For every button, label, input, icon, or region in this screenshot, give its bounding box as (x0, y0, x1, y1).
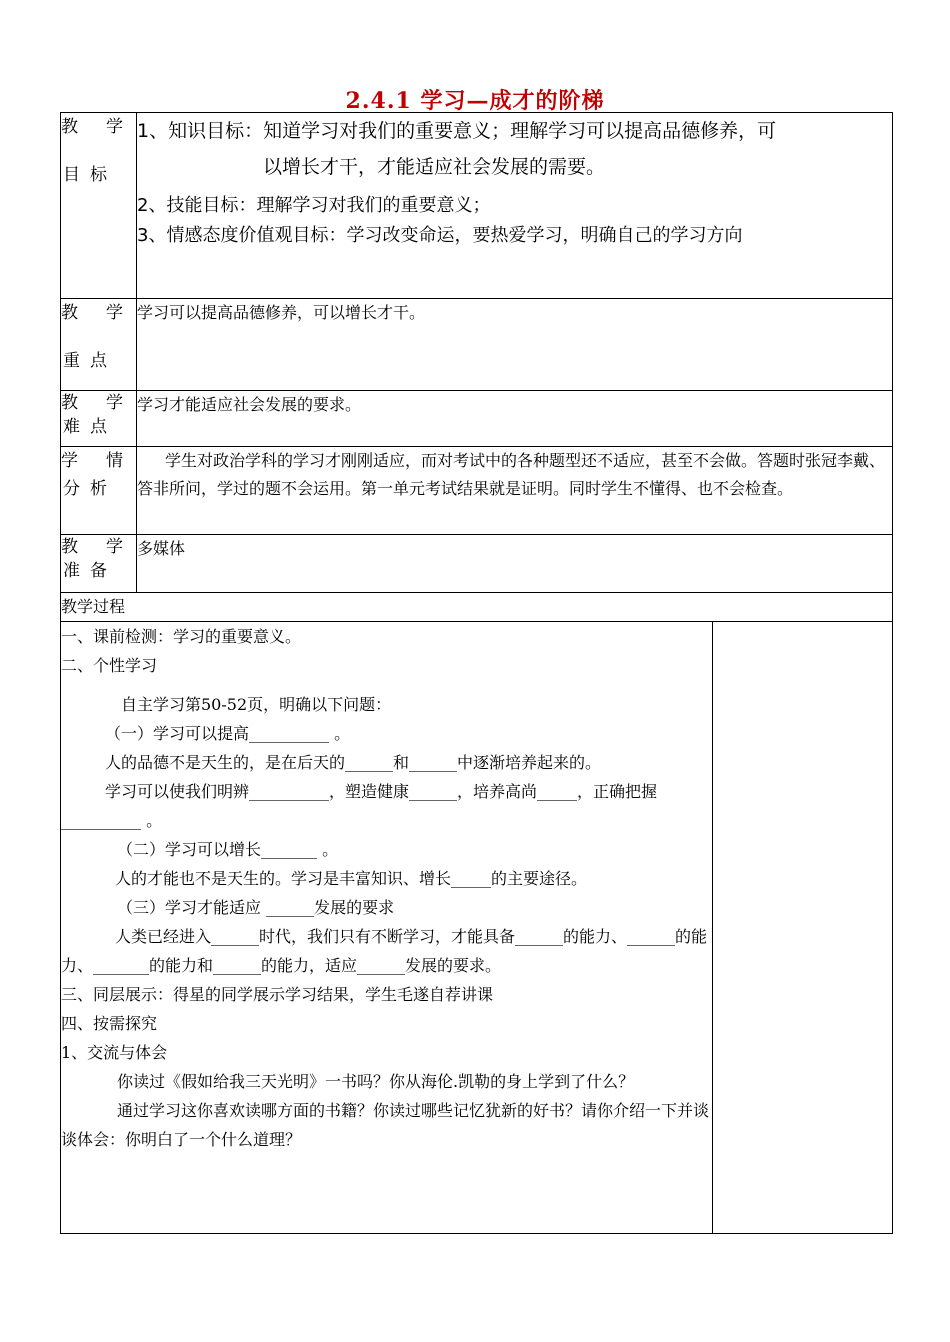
process-header-row (61, 593, 893, 622)
objective-knowledge-cont: 以增长才干，才能适应社会发展的需要。 (263, 156, 606, 178)
objective-knowledge: 1、知识目标：知道学习对我们的重要意义；理解学习可以提高品德修养，可 (137, 120, 777, 142)
objectives-label (61, 113, 151, 299)
process-notes-column (713, 622, 893, 1234)
preparation-label-1: 教学 (61, 537, 151, 557)
process-content (61, 622, 713, 1234)
difficulties-row (61, 391, 893, 447)
difficulties-label-2: 难点 (63, 417, 117, 437)
key-points-label-2: 重点 (63, 351, 117, 371)
page-title: 2.4.1 学习—成才的阶梯 (345, 88, 605, 114)
process-step-4: 四、按需探究 (61, 1014, 158, 1033)
objective-skill: 2、技能目标：理解学习对我们的重要意义； (137, 195, 491, 216)
preparation-row (61, 535, 893, 593)
objective-attitude: 3、情感态度价值观目标：学习改变命运，要热爱学习，明确自己的学习方向 (137, 225, 743, 246)
process-step-3: 三、同层展示：得星的同学展示学习结果，学生毛遂自荐讲课 (61, 985, 494, 1004)
process-row (61, 622, 893, 1234)
difficulties-text: 学习才能适应社会发展的要求。 (137, 391, 893, 447)
analysis-row (61, 447, 893, 535)
difficulties-label-1: 教学 (61, 393, 151, 413)
objectives-label-1: 教学 (61, 117, 151, 137)
process-step-1: 一、课前检测：学习的重要意义。 (61, 627, 302, 646)
analysis-label-1: 学情 (61, 451, 151, 471)
process-step-2: 二、个性学习 (61, 656, 158, 675)
key-points-text: 学习可以提高品德修养，可以增长才干。 (137, 299, 893, 391)
lesson-plan-table (60, 112, 893, 1234)
process-sub-1: 1、交流与体会 (61, 1043, 168, 1062)
process-question-reading: 你读过《假如给我三天光明》一书吗？你从海伦.凯勒的身上学到了什么？ (117, 1072, 635, 1091)
process-question-1: （一）学习可以提高__________ 。 (105, 724, 351, 743)
objectives-label-2: 目标 (63, 165, 117, 185)
key-points-label (61, 299, 151, 391)
preparation-label (61, 535, 151, 593)
key-points-row (61, 299, 893, 391)
analysis-label (61, 447, 151, 535)
key-points-label-1: 教学 (61, 303, 151, 323)
objectives-row (61, 113, 893, 299)
analysis-text: 学生对政治学科的学习才刚刚适应，而对考试中的各种题型还不适应，甚至不会做。答题时张冠李戴、答非所问，学过的题不会运用。第一单元考试结果就是证明。同时学生不懂得、也不会检查。 (137, 447, 893, 535)
process-question-2: （二）学习可以增长_______ 。 (117, 840, 339, 859)
process-q1-line-2: 学习可以使我们明辨__________，塑造健康______，培养高尚_____，正确把握__________ 。 (61, 782, 658, 830)
process-question-3: （三）学习才能适应 ______发展的要求 (117, 898, 395, 917)
preparation-label-2: 准备 (63, 561, 117, 581)
process-q1-line-1: 人的品德不是天生的，是在后天的______和______中逐渐培养起来的。 (105, 753, 602, 772)
process-header: 教学过程 (61, 593, 893, 622)
difficulties-label (61, 391, 151, 447)
process-q2-line: 人的才能也不是天生的。学习是丰富知识、增长_____的主要途径。 (115, 869, 588, 888)
analysis-label-2: 分析 (63, 479, 117, 499)
process-self-study: 自主学习第50-52页，明确以下问题： (121, 695, 392, 714)
process-q3-line: 人类已经进入______时代，我们只有不断学习，才能具备______的能力、______的能力、_______的能力和______的能力，适应______发展的要求。 (61, 927, 708, 975)
preparation-text: 多媒体 (137, 535, 893, 593)
process-question-books: 通过学习这你喜欢读哪方面的书籍？你读过哪些记忆犹新的好书？请你介绍一下并谈谈体会：你明白了一个什么道理？ (61, 1101, 710, 1149)
objectives-content (137, 113, 893, 299)
